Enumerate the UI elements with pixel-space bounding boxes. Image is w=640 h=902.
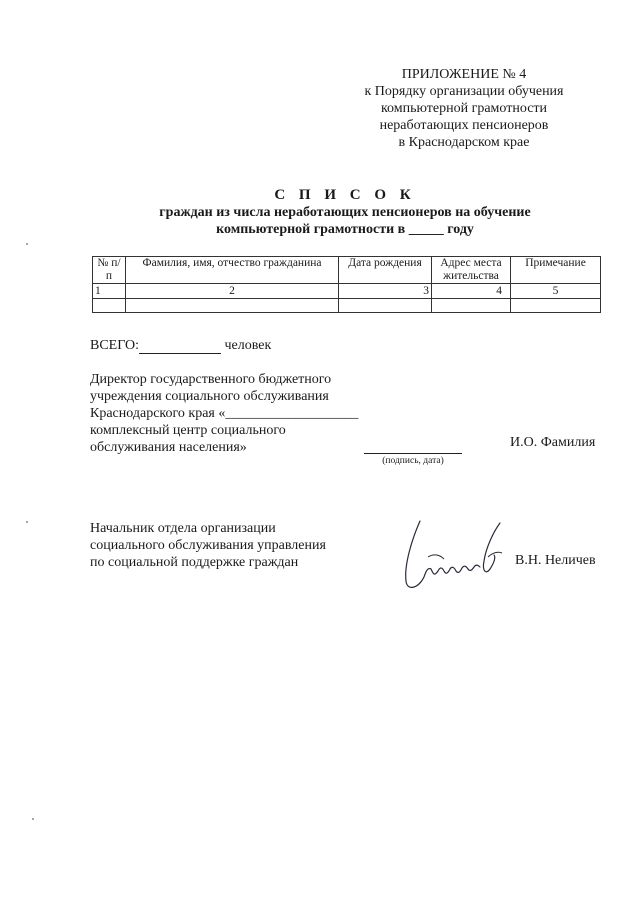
header-note: Примечание [511,257,601,284]
column-number: 2 [126,284,339,299]
appendix-line: в Краснодарском крае [398,135,530,150]
signature-line [364,453,462,454]
director-name: И.О. Фамилия [510,435,596,450]
signature-caption: (подпись, дата) [382,456,444,466]
chief-line: Начальник отдела организации [90,521,276,536]
header-birth-date: Дата рождения [339,257,432,284]
column-number: 3 [339,284,432,299]
table-header-row [93,257,601,284]
table-cell [126,299,339,313]
total-blank [139,339,221,354]
header-full-name: Фамилия, имя, отчество гражданина [126,257,339,284]
table-cell [432,299,511,313]
column-number: 5 [511,284,601,299]
table-cell [93,299,126,313]
table-numbering-row [93,284,601,299]
chief-line: по социальной поддержке граждан [90,555,299,570]
director-line: обслуживания населения» [90,440,247,455]
column-number: 1 [93,284,126,299]
handwritten-signature-icon [398,517,516,597]
scan-speck [26,521,28,523]
column-number: 4 [432,284,511,299]
total-unit: человек [224,338,272,353]
appendix-header [340,66,588,151]
director-line: Директор государственного бюджетного [90,372,332,387]
table-cell [511,299,601,313]
appendix-line: ПРИЛОЖЕНИЕ № 4 [401,67,527,82]
subtitle-line-2: компьютерной грамотности в _____ году [216,222,474,237]
director-line: Краснодарского края «___________________ [90,406,359,421]
citizens-table [92,256,601,313]
appendix-line: компьютерной грамотности [380,101,548,116]
document-title: С П И С О К [274,187,416,203]
chief-line: социального обслуживания управления [90,538,326,553]
table-cell [339,299,432,313]
total-label: ВСЕГО: [90,338,139,353]
director-line: комплексный центр социального [90,423,286,438]
subtitle-line-1: граждан из числа неработающих пенсионеров на обучение [159,205,531,220]
director-line: учреждения социального обслуживания [90,389,329,404]
scan-speck [26,243,28,245]
header-address: Адрес места жительства [432,257,511,284]
document-subtitle [100,204,590,238]
appendix-line: неработающих пенсионеров [379,118,549,133]
total-line [90,338,271,354]
scan-speck [32,818,34,820]
header-number: № п/п [93,257,126,284]
chief-name: В.Н. Неличев [515,553,596,568]
chief-block [90,520,326,571]
director-block [90,371,380,456]
table-row [93,299,601,313]
appendix-line: к Порядку организации обучения [364,84,564,99]
